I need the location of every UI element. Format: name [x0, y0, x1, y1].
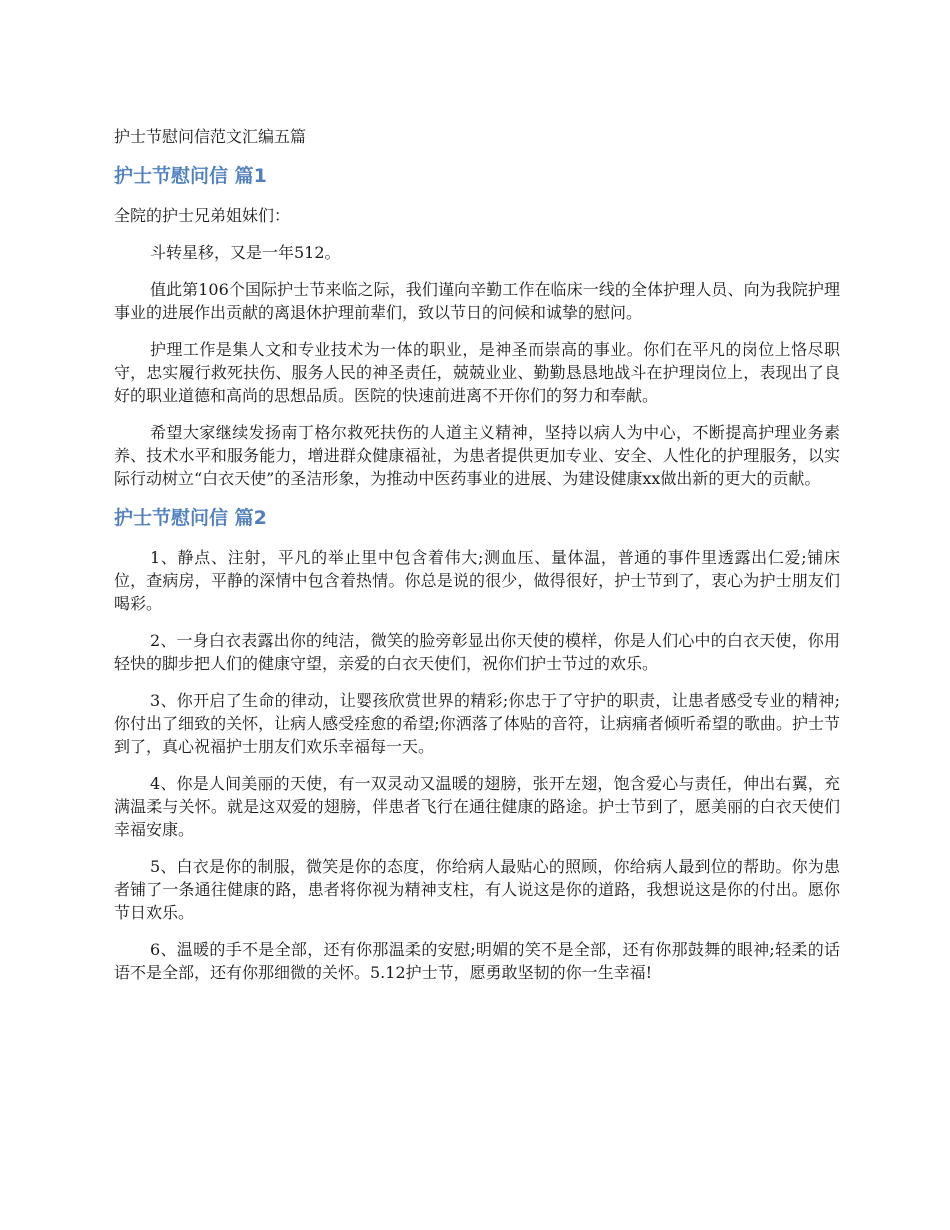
paragraph: 值此第106个国际护士节来临之际，我们谨向辛勤工作在临床一线的全体护理人员、向为我院护理事业的进展作出贡献的离退休护理前辈们，致以节日的问候和诚挚的慰问。 [114, 280, 840, 322]
paragraph: 1、静点、注射，平凡的举止里中包含着伟大;测血压、量体温，普通的事件里透露出仁爱;铺床位，查病房，平静的深情中包含着热情。你总是说的很少，做得很好，护士节到了，衷心为护士朋友们喝彩。 [114, 548, 840, 613]
section-2 [114, 504, 840, 984]
document-body [114, 124, 840, 998]
paragraph: 6、温暖的手不是全部，还有你那温柔的安慰;明媚的笑不是全部，还有你那鼓舞的眼神;轻柔的话语不是全部，还有你那细微的关怀。5.12护士节，愿勇敢坚韧的你一生幸福! [114, 940, 840, 982]
section-1 [114, 162, 840, 490]
section-heading: 护士节慰问信 篇2 [114, 507, 267, 529]
paragraph: 3、你开启了生命的律动，让婴孩欣赏世界的精彩;你忠于了守护的职责，让患者感受专业的精神;你付出了细致的关怀，让病人感受痊愈的希望;你洒落了体贴的音符，让病痛者倾听希望的歌曲。护士节到了，真心祝福护士朋友们欢乐幸福每一天。 [114, 691, 840, 756]
greeting: 全院的护士兄弟姐妹们： [114, 206, 291, 225]
paragraph: 希望大家继续发扬南丁格尔救死扶伤的人道主义精神，坚持以病人为中心，不断提高护理业务素养、技术水平和服务能力，增进群众健康福祉，为患者提供更加专业、安全、人性化的护理服务，以实际行动树立“白衣天使”的圣洁形象，为推动中医药事业的进展、为建设健康xx做出新的更大的贡献。 [114, 423, 840, 488]
paragraph: 2、一身白衣表露出你的纯洁，微笑的脸旁彰显出你天使的模样，你是人们心中的白衣天使，你用轻快的脚步把人们的健康守望，亲爱的白衣天使们，祝你们护士节过的欢乐。 [114, 631, 840, 673]
document-title: 护士节慰问信范文汇编五篇 [114, 127, 307, 146]
paragraph: 斗转星移，又是一年512。 [150, 243, 341, 262]
paragraph: 4、你是人间美丽的天使，有一双灵动又温暖的翅膀，张开左翅，饱含爱心与责任，伸出右翼，充满温柔与关怀。就是这双爱的翅膀，伴患者飞行在通往健康的路途。护士节到了，愿美丽的白衣天使们幸福安康。 [114, 774, 840, 839]
section-heading: 护士节慰问信 篇1 [114, 165, 267, 187]
paragraph: 护理工作是集人文和专业技术为一体的职业，是神圣而崇高的事业。你们在平凡的岗位上恪尽职守，忠实履行救死扶伤、服务人民的神圣责任，兢兢业业、勤勤恳恳地战斗在护理岗位上，表现出了良好的职业道德和高尚的思想品质。医院的快速前进离不开你们的努力和奉献。 [114, 340, 840, 405]
paragraph: 5、白衣是你的制服，微笑是你的态度，你给病人最贴心的照顾，你给病人最到位的帮助。你为患者铺了一条通往健康的路，患者将你视为精神支柱，有人说这是你的道路，我想说这是你的付出。愿你节日欢乐。 [114, 857, 840, 922]
